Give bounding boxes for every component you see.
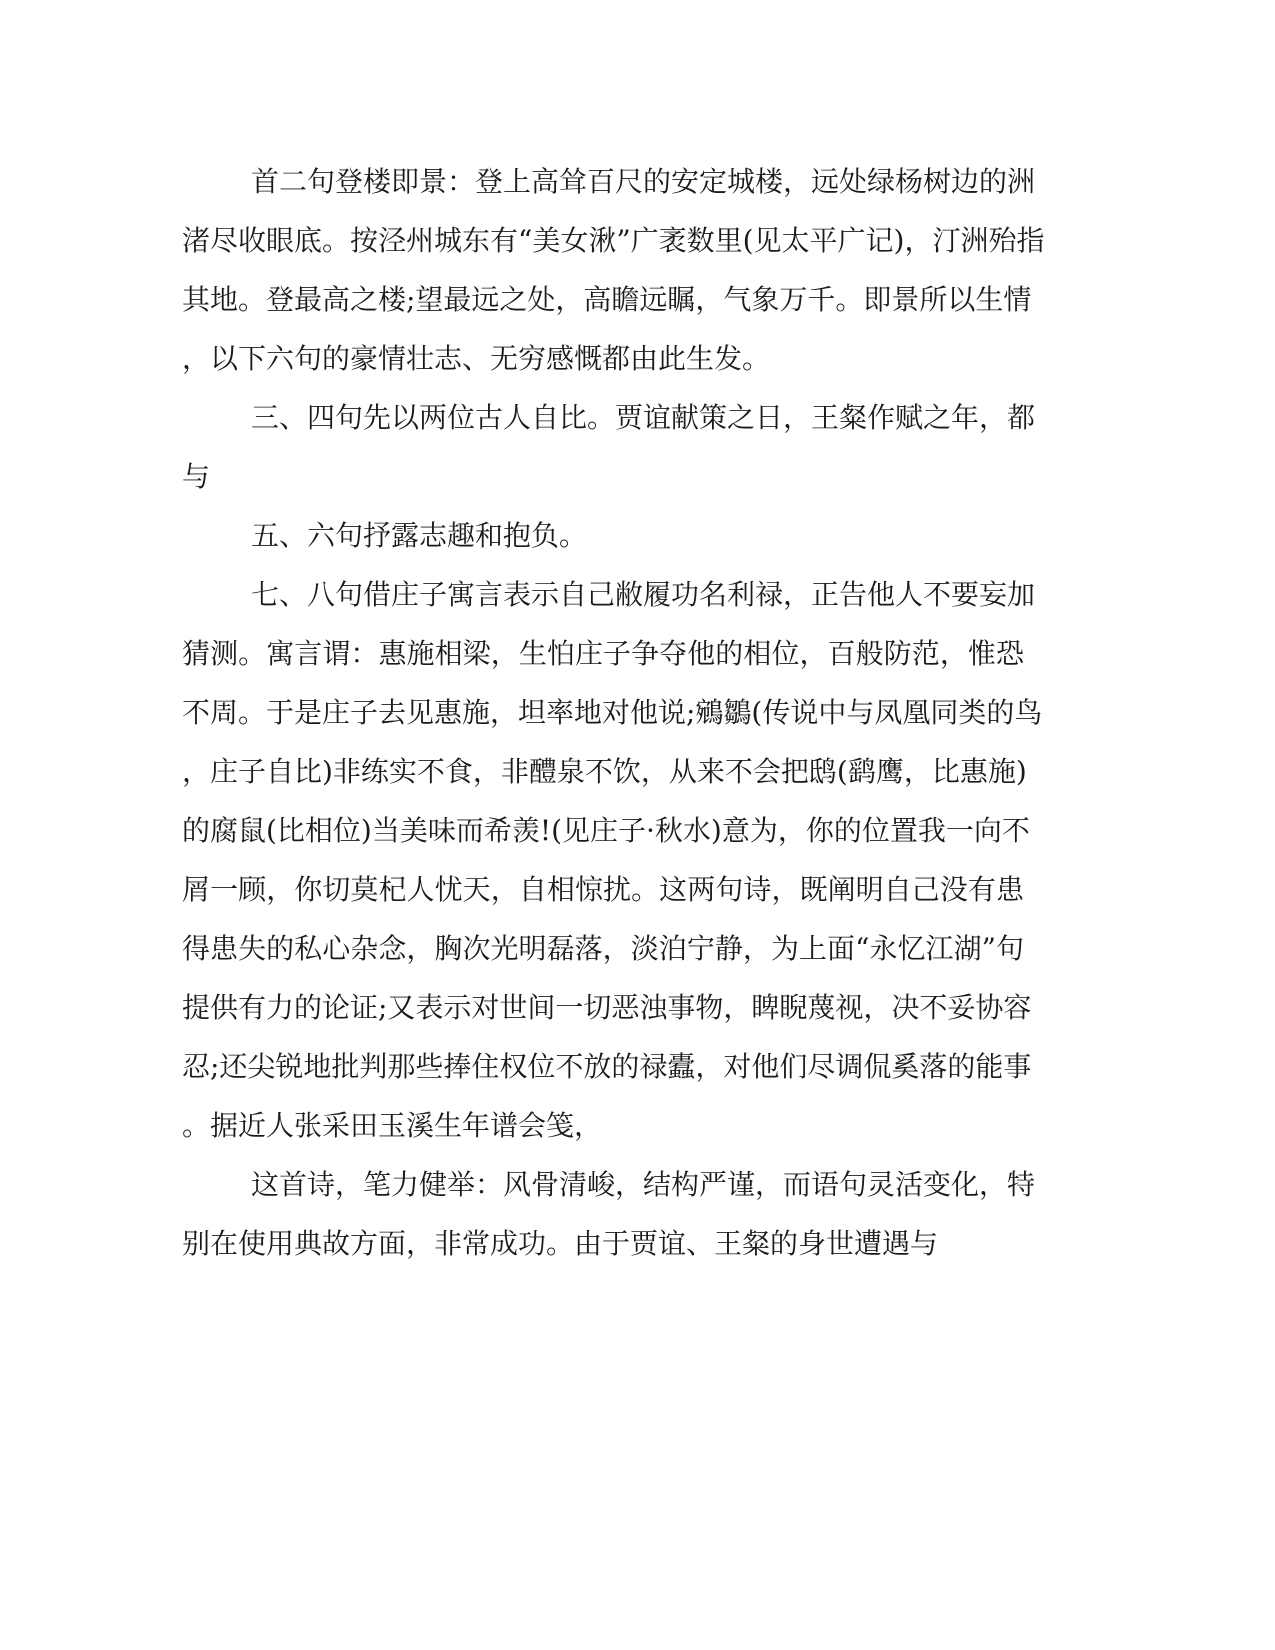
paragraph-4-line-1: 七、八句借庄子寓言表示自己敝履功名利禄，正告他人不要妄加 bbox=[251, 578, 1036, 611]
paragraph-1-line-4: ，以下六句的豪情壮志、无穷感慨都由此生发。 bbox=[182, 342, 771, 375]
paragraph-4-line-5: 的腐鼠(比相位)当美味而希羡!(见庄子·秋水)意为，你的位置我一向不 bbox=[182, 814, 1030, 847]
paragraph-4-line-3: 不周。于是庄子去见惠施，坦率地对他说;鵷鶵(传说中与凤凰同类的鸟 bbox=[182, 696, 1043, 729]
paragraph-4-line-7: 得患失的私心杂念，胸次光明磊落，淡泊宁静，为上面“永忆江湖”句 bbox=[182, 932, 1024, 965]
paragraph-2-line-1: 三、四句先以两位古人自比。贾谊献策之日，王粲作赋之年，都 bbox=[251, 401, 1036, 434]
paragraph-5-line-1: 这首诗，笔力健举：风骨清峻，结构严谨，而语句灵活变化，特 bbox=[251, 1168, 1036, 1201]
paragraph-3-line-1: 五、六句抒露志趣和抱负。 bbox=[251, 519, 588, 552]
paragraph-5-line-2: 别在使用典故方面，非常成功。由于贾谊、王粲的身世遭遇与 bbox=[182, 1227, 939, 1260]
paragraph-4-line-4: ，庄子自比)非练实不食，非醴泉不饮，从来不会把鸱(鹞鹰，比惠施) bbox=[182, 755, 1027, 788]
paragraph-2-line-2: 与 bbox=[182, 460, 211, 493]
paragraph-4-line-2: 猜测。寓言谓：惠施相梁，生怕庄子争夺他的相位，百般防范，惟恐 bbox=[182, 637, 1024, 670]
paragraph-4-line-9: 忍;还尖锐地批判那些捧住权位不放的禄蠹，对他们尽调侃奚落的能事 bbox=[182, 1050, 1032, 1083]
paragraph-1-line-3: 其地。登最高之楼;望最远之处，高瞻远瞩，气象万千。即景所以生情 bbox=[182, 283, 1032, 316]
paragraph-1-line-1: 首二句登楼即景：登上高耸百尺的安定城楼，远处绿杨树边的洲 bbox=[251, 165, 1036, 198]
paragraph-4-line-6: 屑一顾，你切莫杞人忧天，自相惊扰。这两句诗，既阐明自己没有患 bbox=[182, 873, 1024, 906]
paragraph-4-line-8: 提供有力的论证;又表示对世间一切恶浊事物，睥睨蔑视，决不妥协容 bbox=[182, 991, 1032, 1024]
paragraph-4-line-10: 。据近人张采田玉溪生年谱会笺， bbox=[182, 1109, 603, 1142]
paragraph-1-line-2: 渚尽收眼底。按泾州城东有“美女湫”广袤数里(见太平广记)，汀洲殆指 bbox=[182, 224, 1045, 257]
